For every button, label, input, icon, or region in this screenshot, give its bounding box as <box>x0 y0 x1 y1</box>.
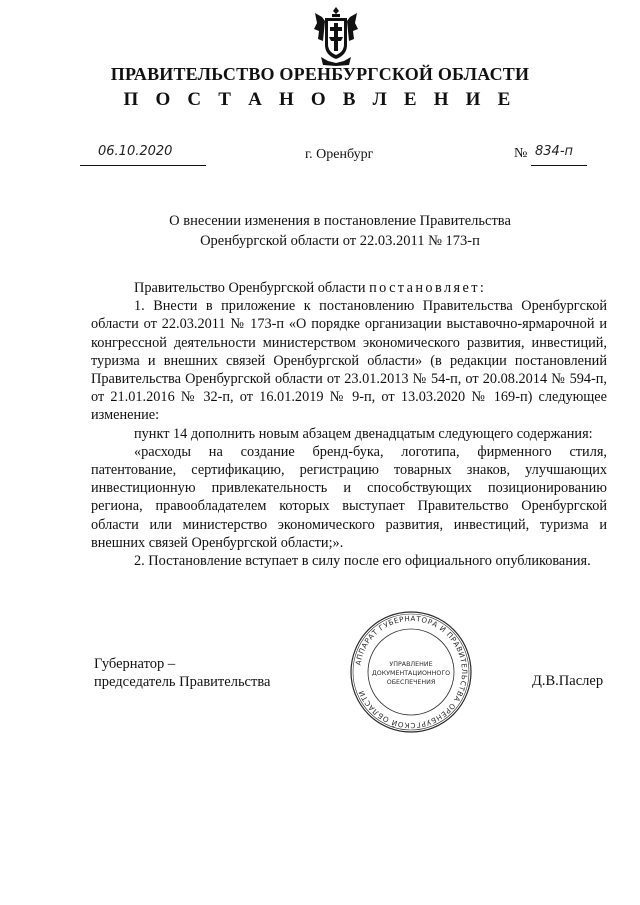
signatory-title <box>94 655 270 691</box>
number-field <box>531 145 587 166</box>
item-2-paragraph: 2. Постановление вступает в силу после его официального опубликования. <box>134 553 591 570</box>
intro-paragraph <box>91 279 607 297</box>
document-body <box>91 279 607 570</box>
city-label: г. Оренбург <box>305 147 374 162</box>
item-1-paragraph: 1. Внести в приложение к постановлению Правительства Оренбургской области от 22.03.2011 № 173-п «О порядке организации выставочно-ярмарочной и конгрессной деятельности министерством экономического развития, инвестиций, туризма и внешних связей Оренбургской области» (в редакции постановлений Правительства Оренбургской области от 23.01.2013 № 54-п, от 20.08.2014 № 594-п, от 21.01.2016 № 32-п, от 16.01.2019 № 9-п, от 13.03.2020 № 169-п) следующее изменение: <box>91 298 607 424</box>
point-14-paragraph: пункт 14 дополнить новым абзацем двенадцатым следующего содержания: <box>134 425 593 442</box>
handwritten-number: 834-п <box>535 144 574 159</box>
subject-line-1: О внесении изменения в постановление Правительства <box>169 213 511 229</box>
signatory-title-line-2: председатель Правительства <box>94 674 271 690</box>
quoted-paragraph: «расходы на создание бренд-бука, логотипа, фирменного стиля, патентование, сертификацию, регистрацию товарных знаков, улучшающих инвестиционную привлекательность и способствующих позиционированию региона, правообладателем которых выступает Правительство Оренбургской области или министерство экономического развития, инвестиций, туризма и внешних связей Оренбургской области;». <box>91 443 607 551</box>
signatory-title-line-1: Губернатор – <box>94 656 176 672</box>
intro-verb: постановляет: <box>369 280 487 296</box>
official-stamp <box>348 609 474 735</box>
handwritten-date: 06.10.2020 <box>98 144 173 159</box>
document-type-heading: П О С Т А Н О В Л Е Н И Е <box>123 89 517 110</box>
intro-lead: Правительство Оренбургской области <box>134 280 370 296</box>
stamp-inner-line-2: ДОКУМЕНТАЦИОННОГО <box>371 670 451 677</box>
stamp-outer-text: АППАРАТ ГУБЕРНАТОРА И ПРАВИТЕЛЬСТВА ОРЕНБУРГСКОЙ ОБЛАСТИ <box>353 613 470 731</box>
coat-of-arms-emblem <box>313 5 359 67</box>
number-sign: № <box>514 146 528 161</box>
document-subject <box>140 211 540 251</box>
stamp-inner-line-1: УПРАВЛЕНИЕ <box>389 661 433 668</box>
organization-heading: ПРАВИТЕЛЬСТВО ОРЕНБУРГСКОЙ ОБЛАСТИ <box>110 64 530 84</box>
date-field <box>80 145 206 166</box>
signatory-name: Д.В.Паслер <box>532 673 604 689</box>
subject-line-2: Оренбургской области от 22.03.2011 № 173-п <box>200 233 480 249</box>
stamp-inner-line-3: ОБЕСПЕЧЕНИЯ <box>386 679 436 686</box>
